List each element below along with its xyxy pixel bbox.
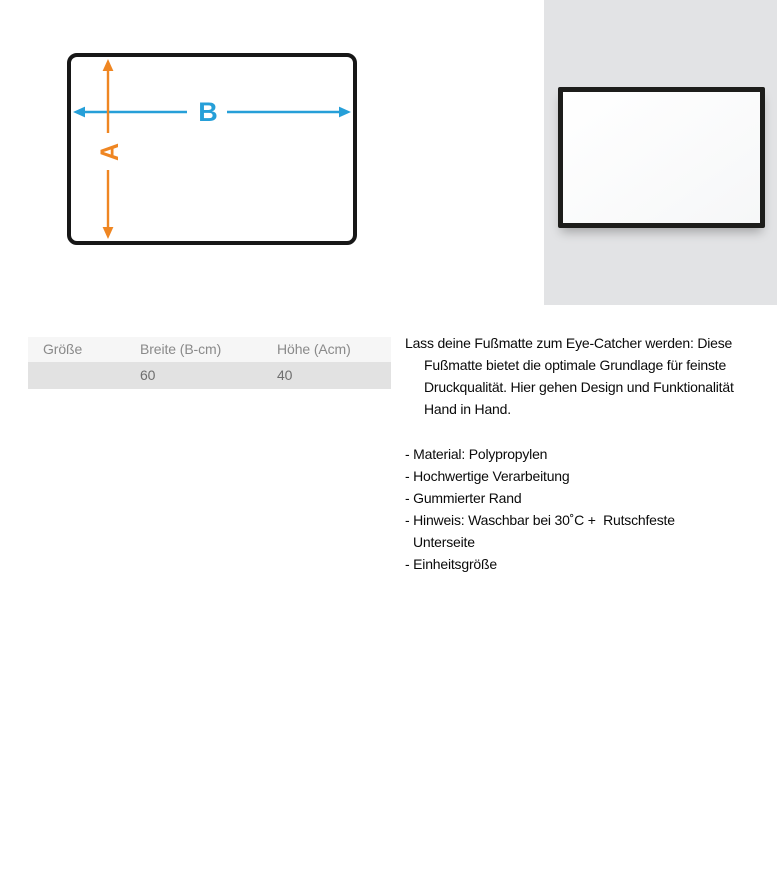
intro-line: Fußmatte bietet die optimale Grundlage für feinste — [424, 357, 727, 373]
size-table — [28, 337, 391, 389]
feature-item-wrap: Unterseite — [413, 534, 475, 550]
size-table-cell-groesse — [28, 362, 140, 389]
feature-item: - Hochwertige Verarbeitung — [405, 468, 570, 484]
description-intro — [405, 332, 777, 420]
feature-item: - Einheitsgröße — [405, 556, 497, 572]
size-table-row — [28, 362, 391, 389]
dimension-arrows — [71, 57, 353, 241]
product-description — [405, 332, 777, 575]
height-arrowhead-top — [103, 59, 114, 71]
size-table-header-row — [28, 337, 391, 362]
size-diagram — [67, 53, 357, 245]
doormat-image — [558, 87, 765, 228]
height-arrowhead-bottom — [103, 227, 114, 239]
size-table-header-breite: Breite (B-cm) — [140, 341, 222, 357]
size-table-cell-breite: 60 — [140, 367, 156, 383]
feature-item: - Material: Polypropylen — [405, 446, 548, 462]
height-label: A — [96, 142, 124, 162]
size-table-header-hoehe: Höhe (Acm) — [277, 341, 351, 357]
intro-line: Lass deine Fußmatte zum Eye-Catcher werden: Diese — [405, 335, 733, 351]
feature-item: - Hinweis: Waschbar bei 30˚C + Rutschfeste — [405, 512, 675, 528]
size-table-header-groesse: Größe — [43, 341, 83, 357]
width-arrowhead-left — [73, 107, 85, 118]
intro-line: Hand in Hand. — [424, 401, 511, 417]
product-photo-panel — [544, 0, 777, 305]
width-arrowhead-right — [339, 107, 351, 118]
width-label: B — [198, 97, 218, 127]
size-table-cell-hoehe: 40 — [277, 367, 293, 383]
feature-list — [405, 443, 777, 575]
feature-item: - Gummierter Rand — [405, 490, 522, 506]
intro-line: Druckqualität. Hier gehen Design und Funktionalität — [424, 379, 734, 395]
